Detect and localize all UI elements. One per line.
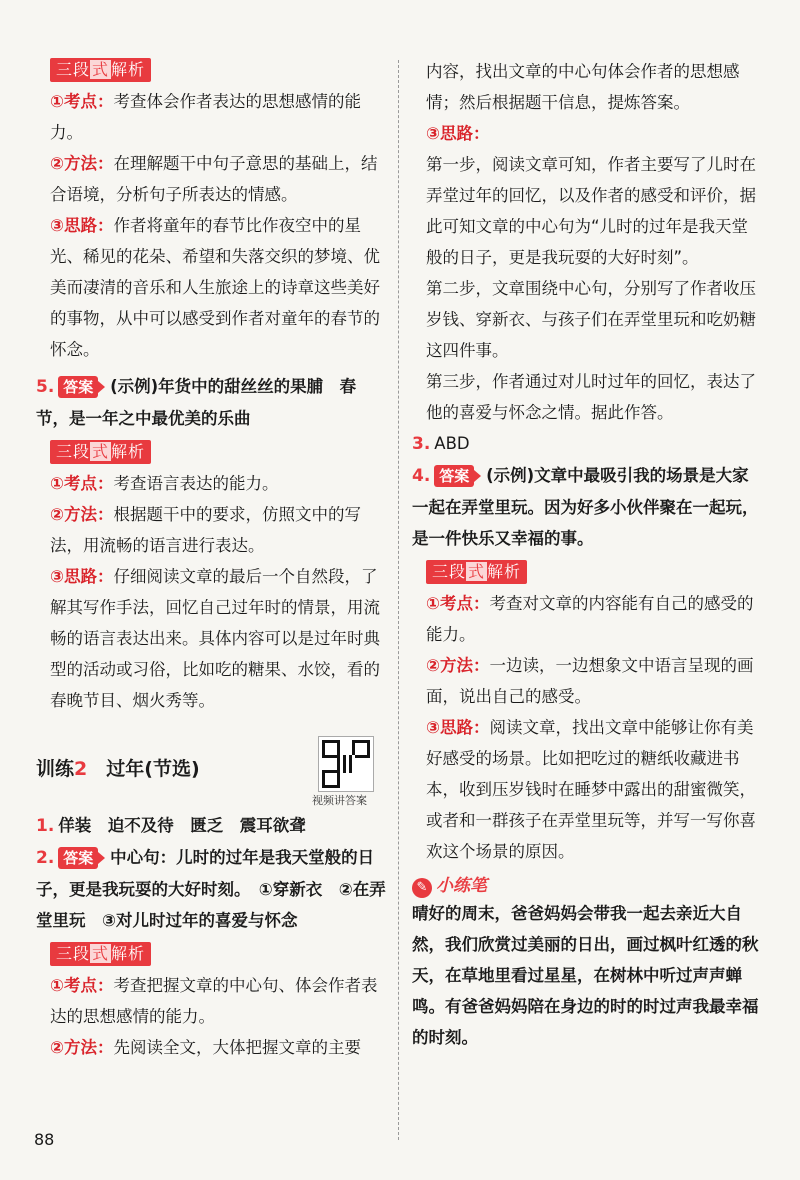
column-divider (398, 60, 399, 1140)
answer-tag: 答案 (58, 847, 98, 869)
silu-line: ③思路：阅读文章，找出文章中能够让你有美好感受的场景。比如把吃过的糖纸收藏进书本，收到压岁钱时在睡梦中露出的甜蜜微笑，或者和一群孩子在弄堂里玩等，并写一写你喜欢这个场景的原因。 (426, 718, 756, 861)
answer-tag: 答案 (58, 376, 98, 398)
section-heading (36, 730, 388, 810)
qr-label: 视频讲答案 (312, 794, 367, 807)
fangfa-line: ②方法：在理解题干中句子意思的基础上，结合语境，分析句子所表达的情感。 (50, 154, 378, 204)
analysis-tag: 三段 式 解析 (50, 58, 151, 82)
right-column (412, 56, 764, 1053)
kaodian-line: ①考点：考查体会作者表达的思想感情的能力。 (50, 92, 361, 142)
silu-line: ③思路：作者将童年的春节比作夜空中的星光、稀见的花朵、希望和失落交织的梦境、优美而凄清的音乐和人生旅途上的诗章这些美好的事物，从中可以感受到作者对童年的春节的怀念。 (50, 216, 380, 359)
qr-code-icon[interactable] (318, 736, 374, 792)
analysis-tag: 三段 式 解析 (50, 942, 151, 966)
page-number: 88 (34, 1130, 55, 1149)
answer-tag: 答案 (434, 465, 474, 487)
kaodian-line: ①考点：考查把握文章的中心句、体会作者表达的思想感情的能力。 (50, 976, 378, 1026)
question-1: 1. 佯装 迫不及待 匮乏 震耳欲聋 (36, 816, 306, 836)
silu-label-line: ③思路： (426, 124, 490, 143)
practice-note-text: 晴好的周末，爸爸妈妈会带我一起去亲近大自然，我们欣赏过美丽的日出，画过枫叶红透的秋天，在草地里看过星星，在树林中听过声声蝉鸣。有爸爸妈妈陪在身边的时的时过声我最幸福的时刻。 (412, 904, 759, 1047)
fangfa-line: ②方法：根据题干中的要求，仿照文中的写法，用流畅的语言进行表达。 (50, 505, 361, 555)
kaodian-line: ①考点：考查语言表达的能力。 (50, 474, 279, 493)
pen-icon: ✎ (412, 878, 432, 898)
left-column (36, 52, 388, 1063)
question-5: 5. 答案 (示例)年货中的甜丝丝的果脯 春节，是一年之中最优美的乐曲 (36, 377, 357, 428)
silu-step-2: 第二步，文章围绕中心句，分别写了作者收压岁钱、穿新衣、与孩子们在弄堂里玩和吃奶糖这四件事。 (426, 279, 756, 360)
practice-note-heading: ✎ 小练笔 (412, 871, 487, 898)
fangfa-line: ②方法：先阅读全文，大体把握文章的主要 (50, 1038, 361, 1057)
silu-step-1: 第一步，阅读文章可知，作者主要写了儿时在弄堂过年的回忆，以及作者的感受和评价，据此可知文章的中心句为“儿时的过年是我天堂般的日子，更是我玩耍的大好时刻”。 (426, 155, 756, 267)
section-title: 训练2 过年(节选) (36, 758, 200, 780)
fangfa-continuation: 内容，找出文章的中心句体会作者的思想感情；然后根据题干信息，提炼答案。 (426, 62, 740, 112)
fangfa-line: ②方法：一边读，一边想象文中语言呈现的画面，说出自己的感受。 (426, 656, 754, 706)
question-4: 4. 答案 (示例)文章中最吸引我的场景是大家一起在弄堂里玩。因为好多小伙伴聚在一起玩，是一件快乐又幸福的事。 (412, 466, 759, 548)
kaodian-line: ①考点：考查对文章的内容能有自己的感受的能力。 (426, 594, 754, 644)
silu-line: ③思路：仔细阅读文章的最后一个自然段，了解其写作手法，回忆自己过年时的情景，用流畅的语言表达出来。具体内容可以是过年时典型的活动或习俗，比如吃的糖果、水饺，看的春晚节目、烟火秀等。 (50, 567, 380, 710)
analysis-tag: 三段 式 解析 (426, 560, 527, 584)
silu-step-3: 第三步，作者通过对儿时过年的回忆，表达了他的喜爱与怀念之情。据此作答。 (426, 372, 756, 422)
question-3: 3. ABD (412, 434, 470, 454)
question-2: 2. 答案 中心句：儿时的过年是我天堂般的日子，更是我玩耍的大好时刻。 ①穿新衣 ②在弄堂里玩 ③对儿时过年的喜爱与怀念 (36, 848, 386, 930)
analysis-tag: 三段 式 解析 (50, 440, 151, 464)
